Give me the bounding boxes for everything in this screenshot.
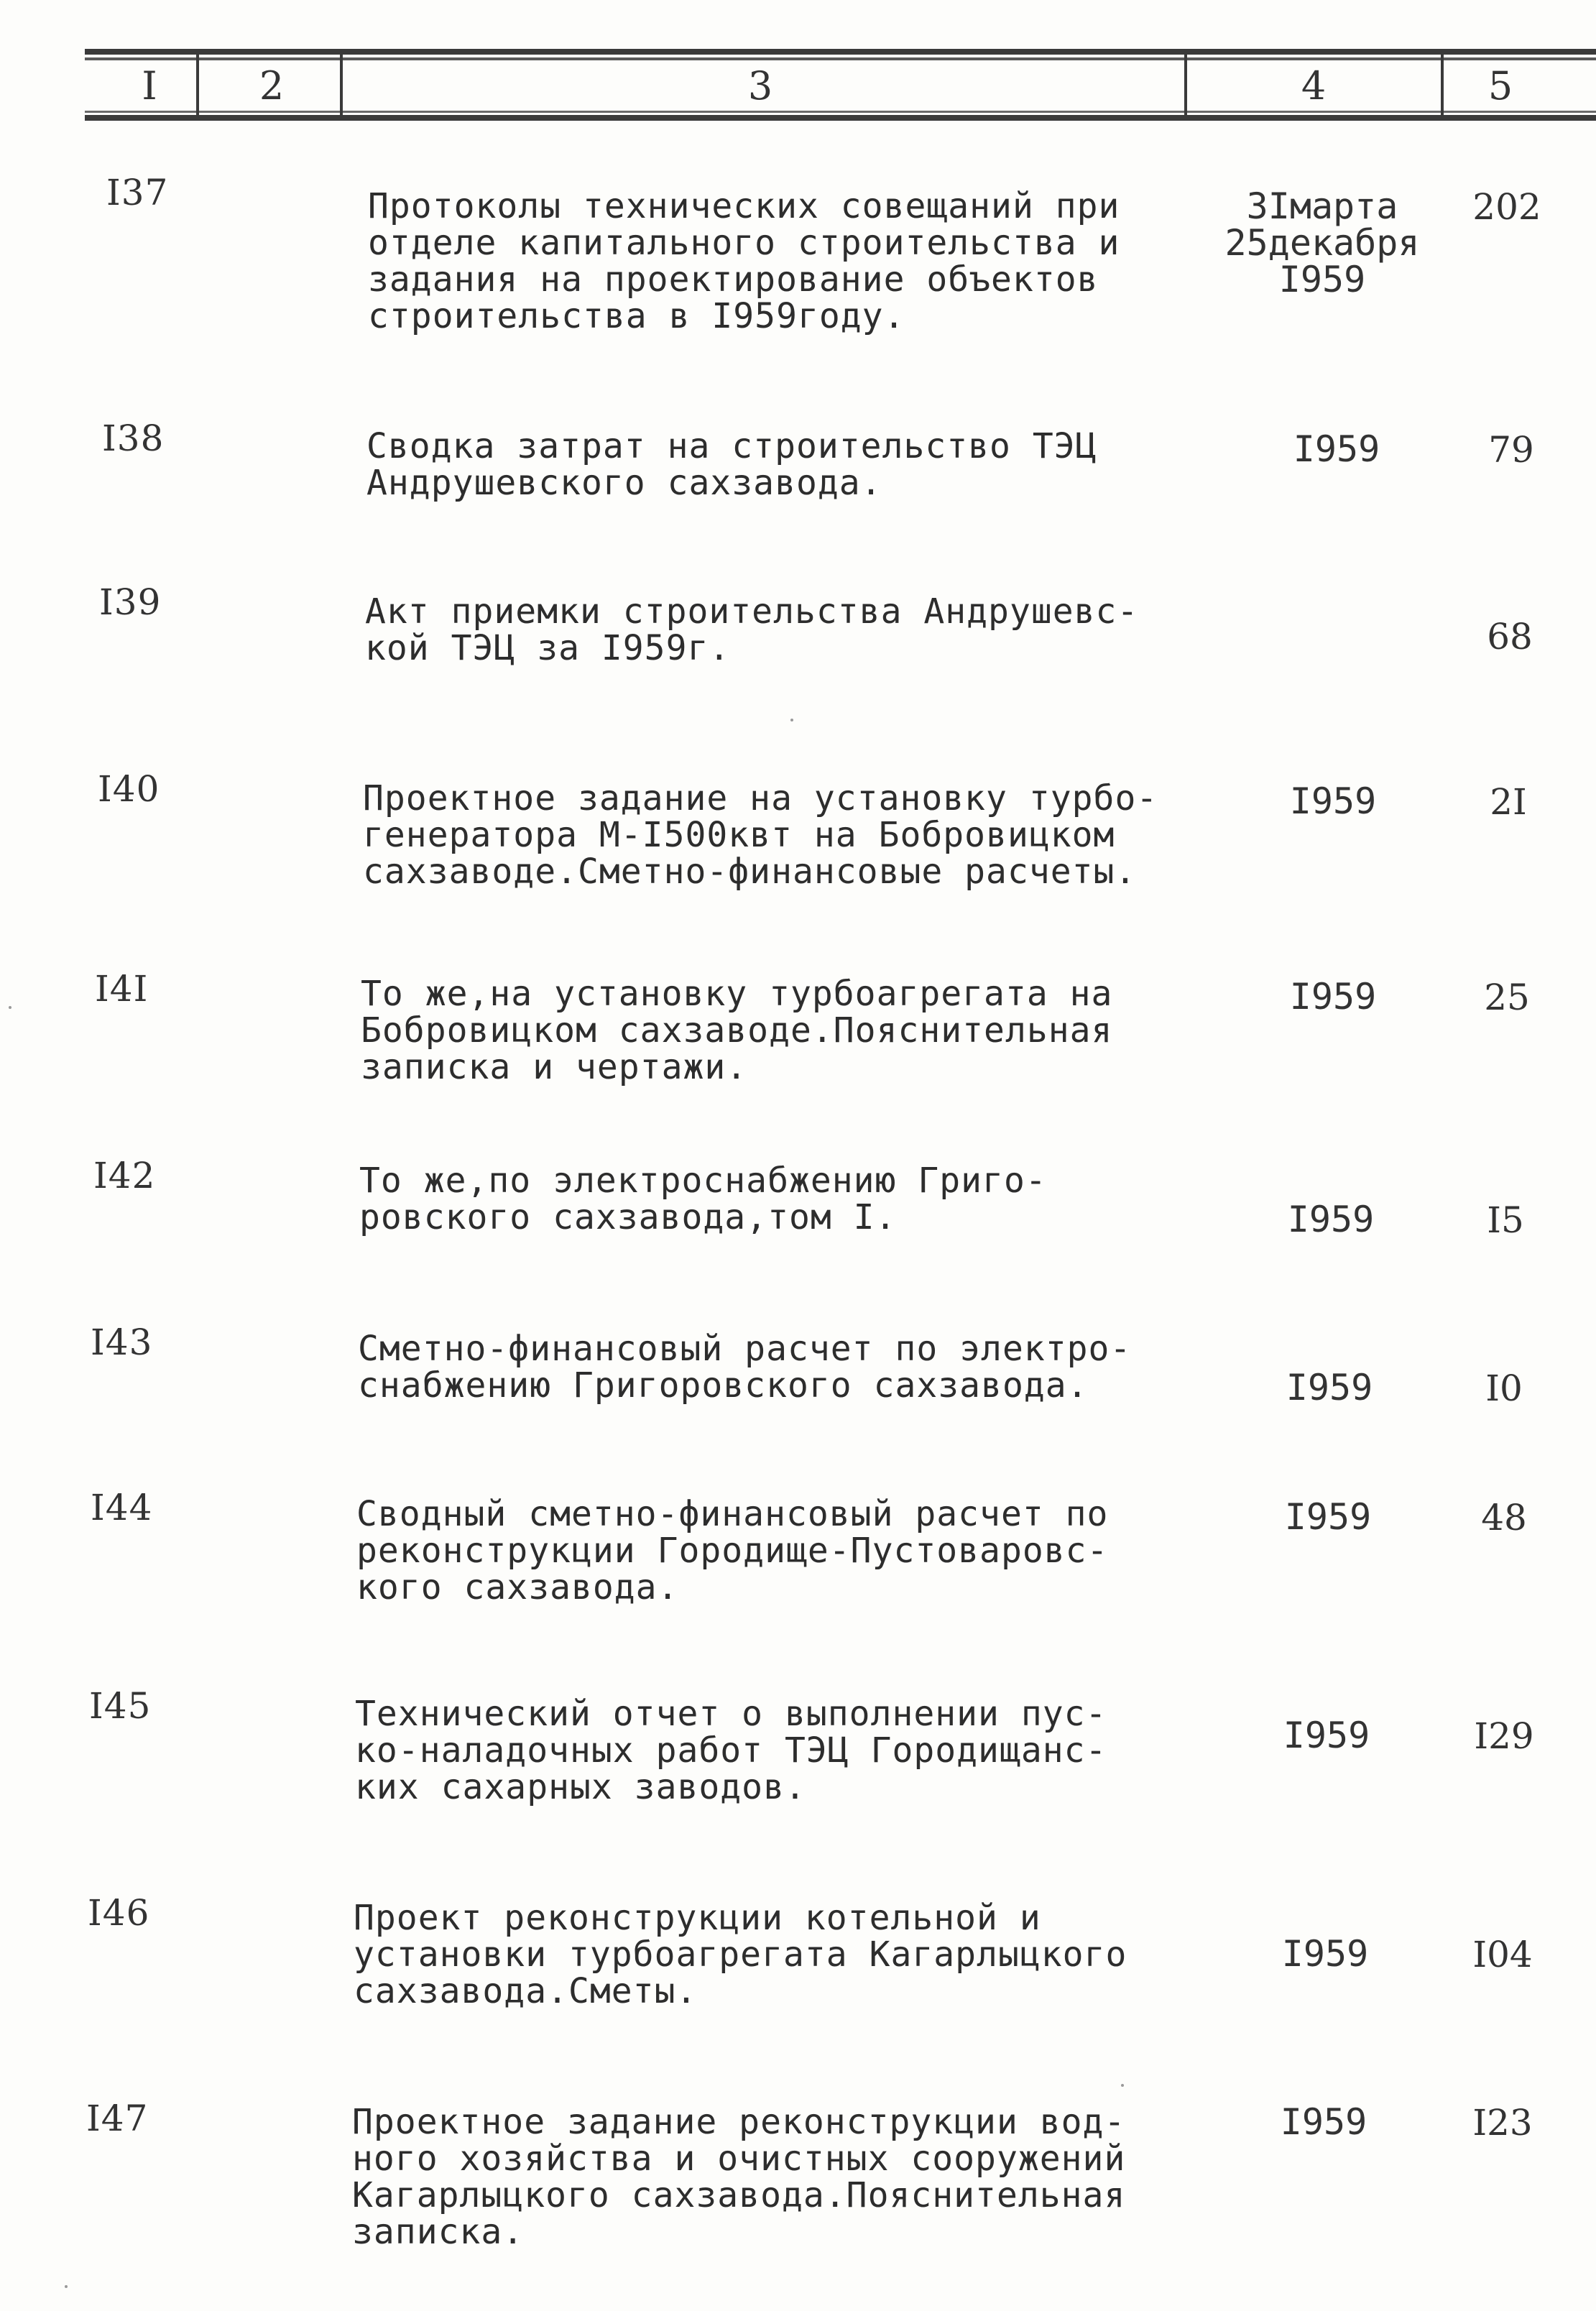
row-number: I44 bbox=[91, 1487, 153, 1528]
scan-speck bbox=[9, 1006, 11, 1009]
header-bottom-rule bbox=[85, 115, 1596, 121]
row-title: Технический отчет о выполнении пус- ко-наладочных работ ТЭЦ Городищанс- ких сахарных заводов. bbox=[355, 1694, 1107, 1807]
row-number: I43 bbox=[91, 1321, 153, 1363]
header-divider-2 bbox=[340, 49, 343, 121]
row-sheets: I23 bbox=[1472, 2102, 1533, 2144]
table-header bbox=[85, 49, 1596, 121]
header-col-4: 4 bbox=[1301, 63, 1327, 109]
header-bottom-rule-inner bbox=[85, 111, 1596, 113]
row-sheets: 79 bbox=[1488, 429, 1534, 471]
header-top-rule-inner bbox=[85, 57, 1596, 60]
row-sheets: 68 bbox=[1487, 616, 1533, 658]
row-date: I959 bbox=[1286, 1367, 1373, 1408]
row-title: Сводный сметно-финансовый расчет по реконструкции Городище-Пустоваровс- кого сахзавода. bbox=[356, 1494, 1109, 1607]
row-title: Проектное задание реконструкции вод- ного хозяйства и очистных сооружений Кагарлыцкого сахзавода.Пояснительная записка. bbox=[352, 2102, 1126, 2252]
header-col-2: 2 bbox=[259, 63, 285, 109]
header-col-1: I bbox=[142, 63, 157, 109]
row-date: 3Iмарта 25декабря I959 bbox=[1224, 185, 1420, 300]
row-title: Протоколы технических совещаний при отделе капитального строительства и задания на проектирование объектов строительства в I959году. bbox=[368, 186, 1120, 336]
row-number: I42 bbox=[93, 1155, 156, 1196]
header-divider-4 bbox=[1441, 49, 1444, 121]
row-sheets: I5 bbox=[1487, 1199, 1524, 1241]
row-title: То же,по электроснабжению Григо- ровского сахзавода,том I. bbox=[359, 1161, 1047, 1237]
row-date: I959 bbox=[1287, 1199, 1375, 1240]
row-sheets: I0 bbox=[1485, 1367, 1523, 1409]
scan-speck bbox=[65, 2285, 68, 2288]
row-date: I959 bbox=[1289, 780, 1377, 822]
scan-speck bbox=[790, 719, 793, 721]
row-number: I4I bbox=[95, 968, 149, 1010]
row-number: I46 bbox=[88, 1892, 150, 1934]
header-col-5: 5 bbox=[1487, 63, 1513, 109]
row-title: То же,на установку турбоагрегата на Бобровицком сахзаводе.Пояснительная записка и чертажи. bbox=[361, 974, 1113, 1087]
row-title: Сметно-финансовый расчет по электро- снабжению Григоровского сахзавода. bbox=[358, 1329, 1132, 1406]
row-number: I40 bbox=[98, 768, 160, 810]
row-title: Акт приемки строительства Андрушевс- кой ТЭЦ за I959г. bbox=[365, 591, 1139, 668]
row-number: I39 bbox=[99, 581, 162, 623]
row-date: I959 bbox=[1283, 1715, 1370, 1756]
row-title: Проект реконструкции котельной и установки турбоагрегата Кагарлыцкого сахзавода.Сметы. bbox=[354, 1898, 1127, 2011]
row-number: I45 bbox=[89, 1685, 152, 1727]
row-sheets: I29 bbox=[1474, 1715, 1534, 1757]
row-sheets: 48 bbox=[1481, 1497, 1527, 1539]
row-date: I959 bbox=[1281, 1933, 1369, 1975]
header-divider-1 bbox=[196, 49, 199, 121]
header-top-rule bbox=[85, 49, 1596, 55]
header-col-3: 3 bbox=[747, 63, 773, 109]
row-sheets: I04 bbox=[1472, 1934, 1533, 1975]
row-sheets: 2I bbox=[1490, 781, 1527, 823]
row-sheets: 25 bbox=[1484, 977, 1530, 1018]
row-date: I959 bbox=[1289, 976, 1377, 1018]
row-sheets: 202 bbox=[1472, 186, 1541, 228]
row-title: Сводка затрат на строительство ТЭЦ Андрушевского сахзавода. bbox=[366, 426, 1097, 503]
row-number: I47 bbox=[86, 2098, 149, 2139]
row-number: I38 bbox=[102, 418, 165, 459]
row-date: I959 bbox=[1280, 2101, 1367, 2143]
row-date: I959 bbox=[1293, 428, 1380, 470]
header-divider-3 bbox=[1184, 49, 1187, 121]
row-title: Проектное задание на установку турбо- генератора М-I500квт на Бобровицком сахзаводе.Сметно-финансовые расчеты. bbox=[363, 778, 1158, 892]
row-number: I37 bbox=[106, 172, 169, 213]
scan-speck bbox=[1121, 2084, 1124, 2087]
row-date: I959 bbox=[1284, 1496, 1372, 1538]
